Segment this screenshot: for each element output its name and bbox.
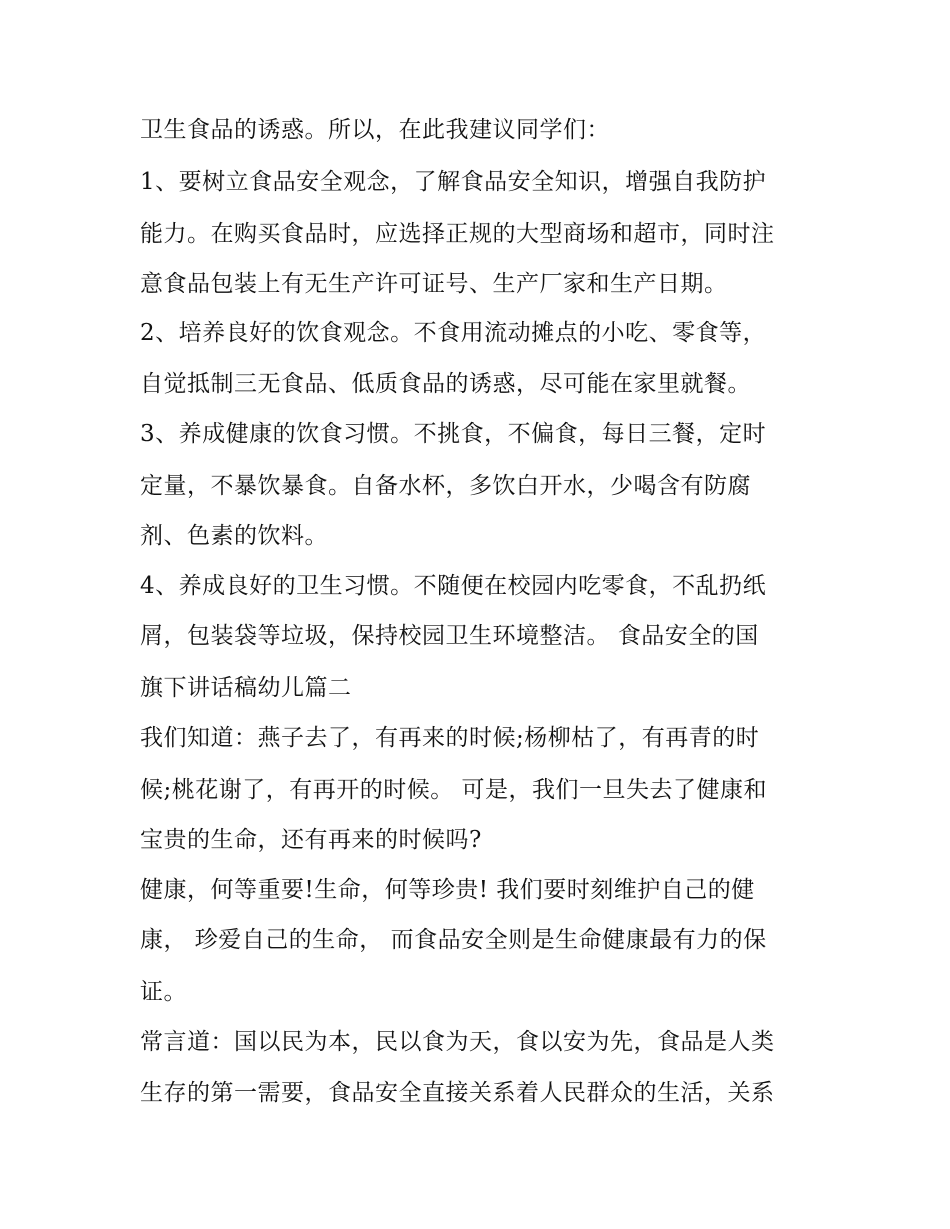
text-line-15: 宝贵的生命，还有再来的时候吗?	[140, 827, 482, 853]
text-line-4: 意食品包装上有无生产许可证号、生产厂家和生产日期。	[140, 271, 728, 297]
text-line-18: 证。	[140, 979, 187, 1005]
text-line-11: 屑，包装袋等垃圾，保持校园卫生环境整洁。 食品安全的国	[140, 623, 759, 649]
text-line-20: 生存的第一需要，食品安全直接关系着人民群众的生活，关系	[140, 1080, 775, 1106]
text-line-8: 定量，不暴饮暴食。自备水杯，多饮白开水，少喝含有防腐	[140, 473, 751, 499]
text-line-9: 剂、色素的饮料。	[140, 523, 328, 549]
text-line-5: 2、培养良好的饮食观念。不食用流动摊点的小吃、零食等，	[140, 320, 767, 346]
text-line-14: 候;桃花谢了，有再开的时候。 可是，我们一旦失去了健康和	[140, 777, 768, 803]
text-line-1: 卫生食品的诱惑。所以，在此我建议同学们：	[140, 117, 610, 143]
text-line-7: 3、养成健康的饮食习惯。不挑食，不偏食，每日三餐，定时	[140, 421, 767, 447]
text-line-2: 1、要树立食品安全观念，了解食品安全知识，增强自我防护	[140, 169, 767, 195]
text-line-17: 康， 珍爱自己的生命， 而食品安全则是生命健康最有力的保	[140, 927, 767, 953]
text-line-16: 健康，何等重要!生命，何等珍贵! 我们要时刻维护自己的健	[140, 877, 755, 903]
text-line-3: 能力。在购买食品时，应选择正规的大型商场和超市，同时注	[140, 221, 775, 247]
text-line-6: 自觉抵制三无食品、低质食品的诱惑，尽可能在家里就餐。	[140, 371, 751, 397]
text-line-12: 旗下讲话稿幼儿篇二	[140, 675, 352, 701]
text-line-10: 4、养成良好的卫生习惯。不随便在校园内吃零食，不乱扔纸	[140, 573, 767, 599]
text-line-13: 我们知道：燕子去了，有再来的时候;杨柳枯了，有再青的时	[140, 725, 760, 751]
text-line-19: 常言道：国以民为本，民以食为天，食以安为先，食品是人类	[140, 1029, 775, 1055]
